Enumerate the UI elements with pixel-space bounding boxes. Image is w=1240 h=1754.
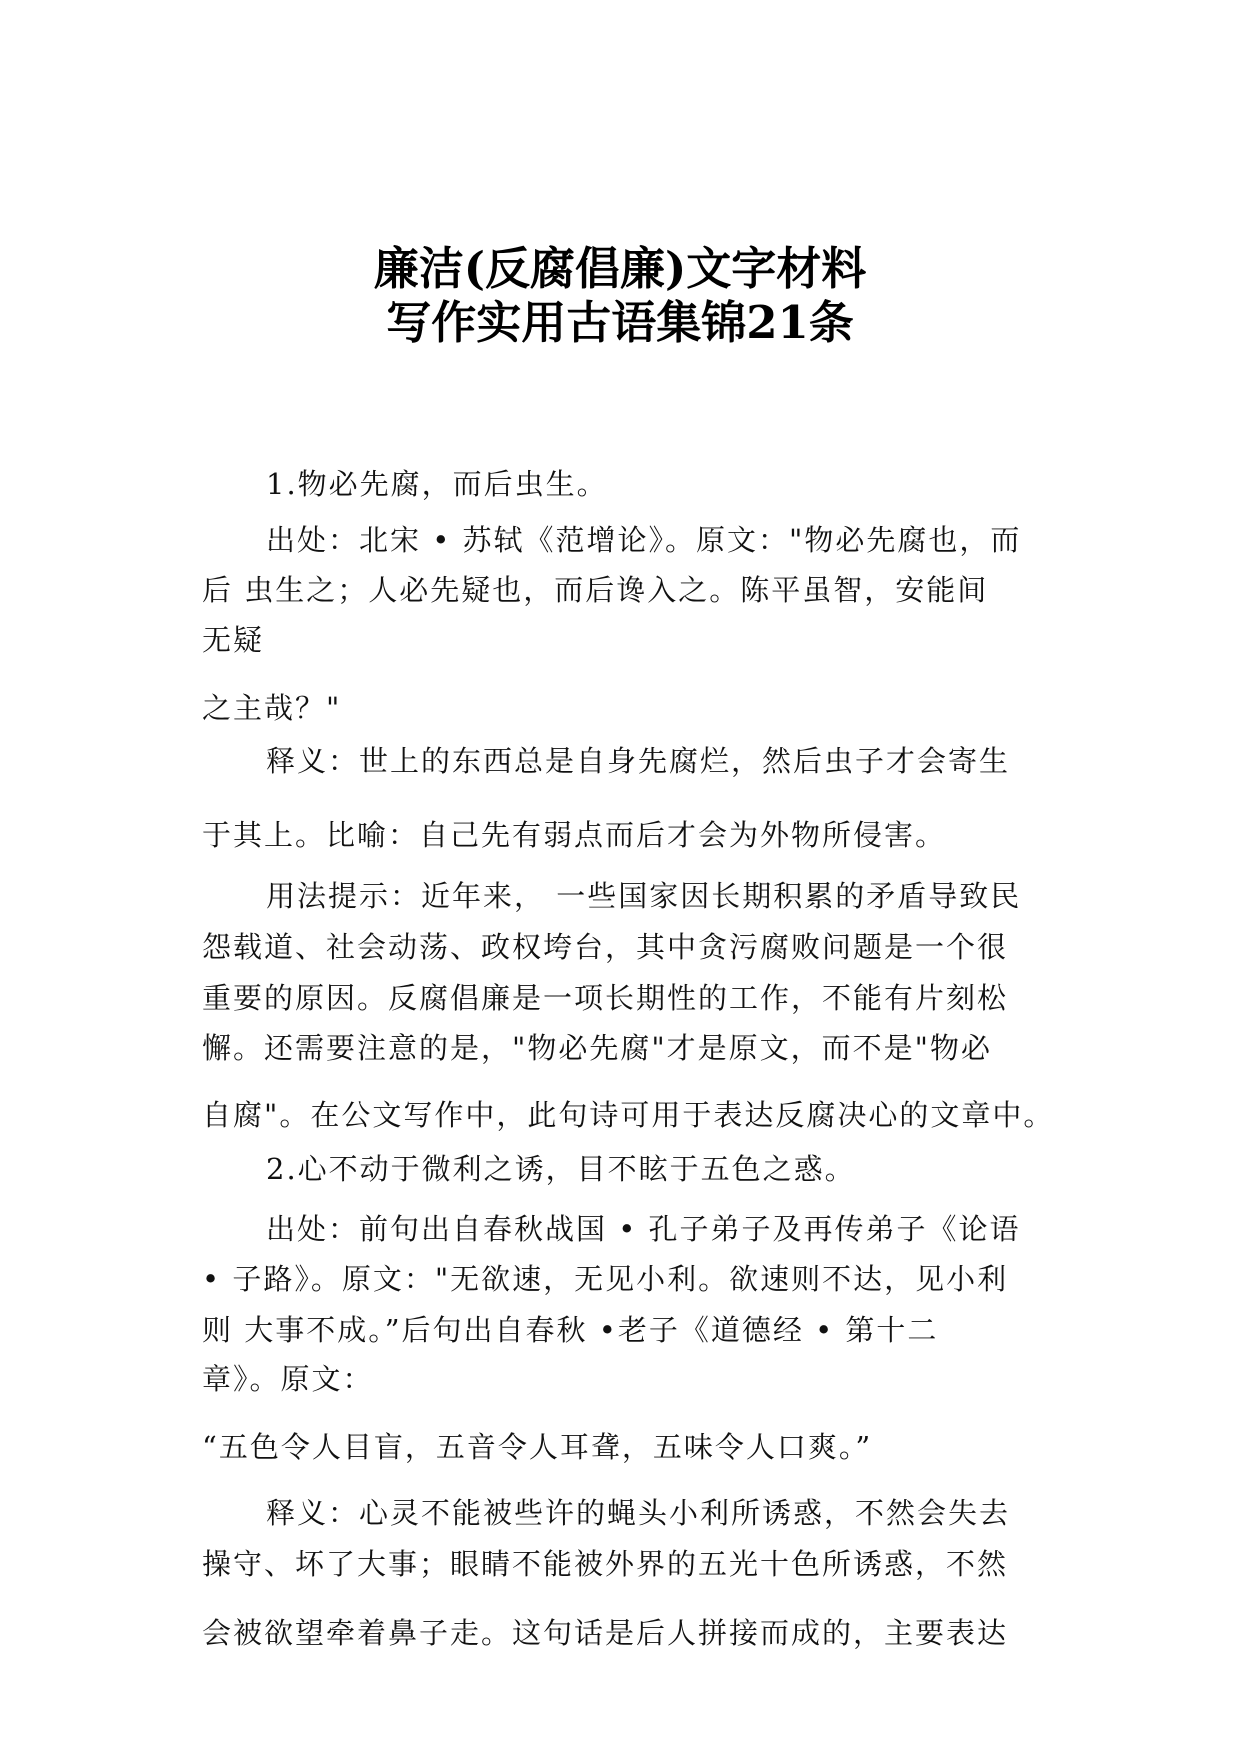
paragraph-line: 怨载道、社会动荡、政权垮台，其中贪污腐败问题是一个很 <box>202 930 1009 964</box>
paragraph-line: 则 大事不成。”后句出自春秋 •老子《道德经 • 第十二 <box>202 1313 939 1347</box>
paragraph-line: “五色令人目盲，五音令人耳聋，五味令人口爽。” <box>202 1430 873 1464</box>
document-title-line-2: 写作实用古语集锦21条 <box>386 296 854 349</box>
paragraph-line: 出处：前句出自春秋战国 • 孔子弟子及再传弟子《论语 <box>266 1212 1021 1246</box>
paragraph-line: 之主哉？" <box>202 691 342 725</box>
paragraph-line: 会被欲望牵着鼻子走。这句话是后人拼接而成的，主要表达 <box>202 1616 1009 1650</box>
paragraph-line: 用法提示：近年来， 一些国家因长期积累的矛盾导致民 <box>266 879 1022 913</box>
paragraph-line: • 子路》。原文："无欲速，无见小利。欲速则不达，见小利 <box>202 1262 1009 1296</box>
document-title-line-1: 廉洁(反腐倡廉)文字材料 <box>373 242 867 295</box>
paragraph-line: 后 虫生之；人必先疑也，而后谗入之。陈平虽智，安能间 <box>202 573 989 607</box>
paragraph-line: 操守、坏了大事；眼睛不能被外界的五光十色所诱惑，不然 <box>202 1547 1009 1581</box>
paragraph-line: 出处：北宋 • 苏轼《范增论》。原文："物必先腐也，而 <box>266 523 1022 557</box>
item-heading-2: 2.心不动于微利之诱，目不眩于五色之惑。 <box>266 1152 856 1186</box>
paragraph-line: 章》。原文： <box>202 1362 374 1396</box>
paragraph-line: 无疑 <box>202 623 265 657</box>
paragraph-line: 释义：心灵不能被些许的蝇头小利所诱惑，不然会失去 <box>266 1496 1011 1530</box>
paragraph-line: 自腐"。在公文写作中，此句诗可用于表达反腐决心的文章中。 <box>202 1098 1055 1132</box>
paragraph-line: 重要的原因。反腐倡廉是一项长期性的工作，不能有片刻松 <box>202 981 1009 1015</box>
item-heading-1: 1.物必先腐，而后虫生。 <box>266 467 608 501</box>
paragraph-line: 懈。还需要注意的是，"物必先腐"才是原文，而不是"物必 <box>202 1031 993 1065</box>
paragraph-line: 于其上。比喻：自己先有弱点而后才会为外物所侵害。 <box>202 818 947 852</box>
paragraph-line: 释义：世上的东西总是自身先腐烂，然后虫子才会寄生 <box>266 744 1011 778</box>
